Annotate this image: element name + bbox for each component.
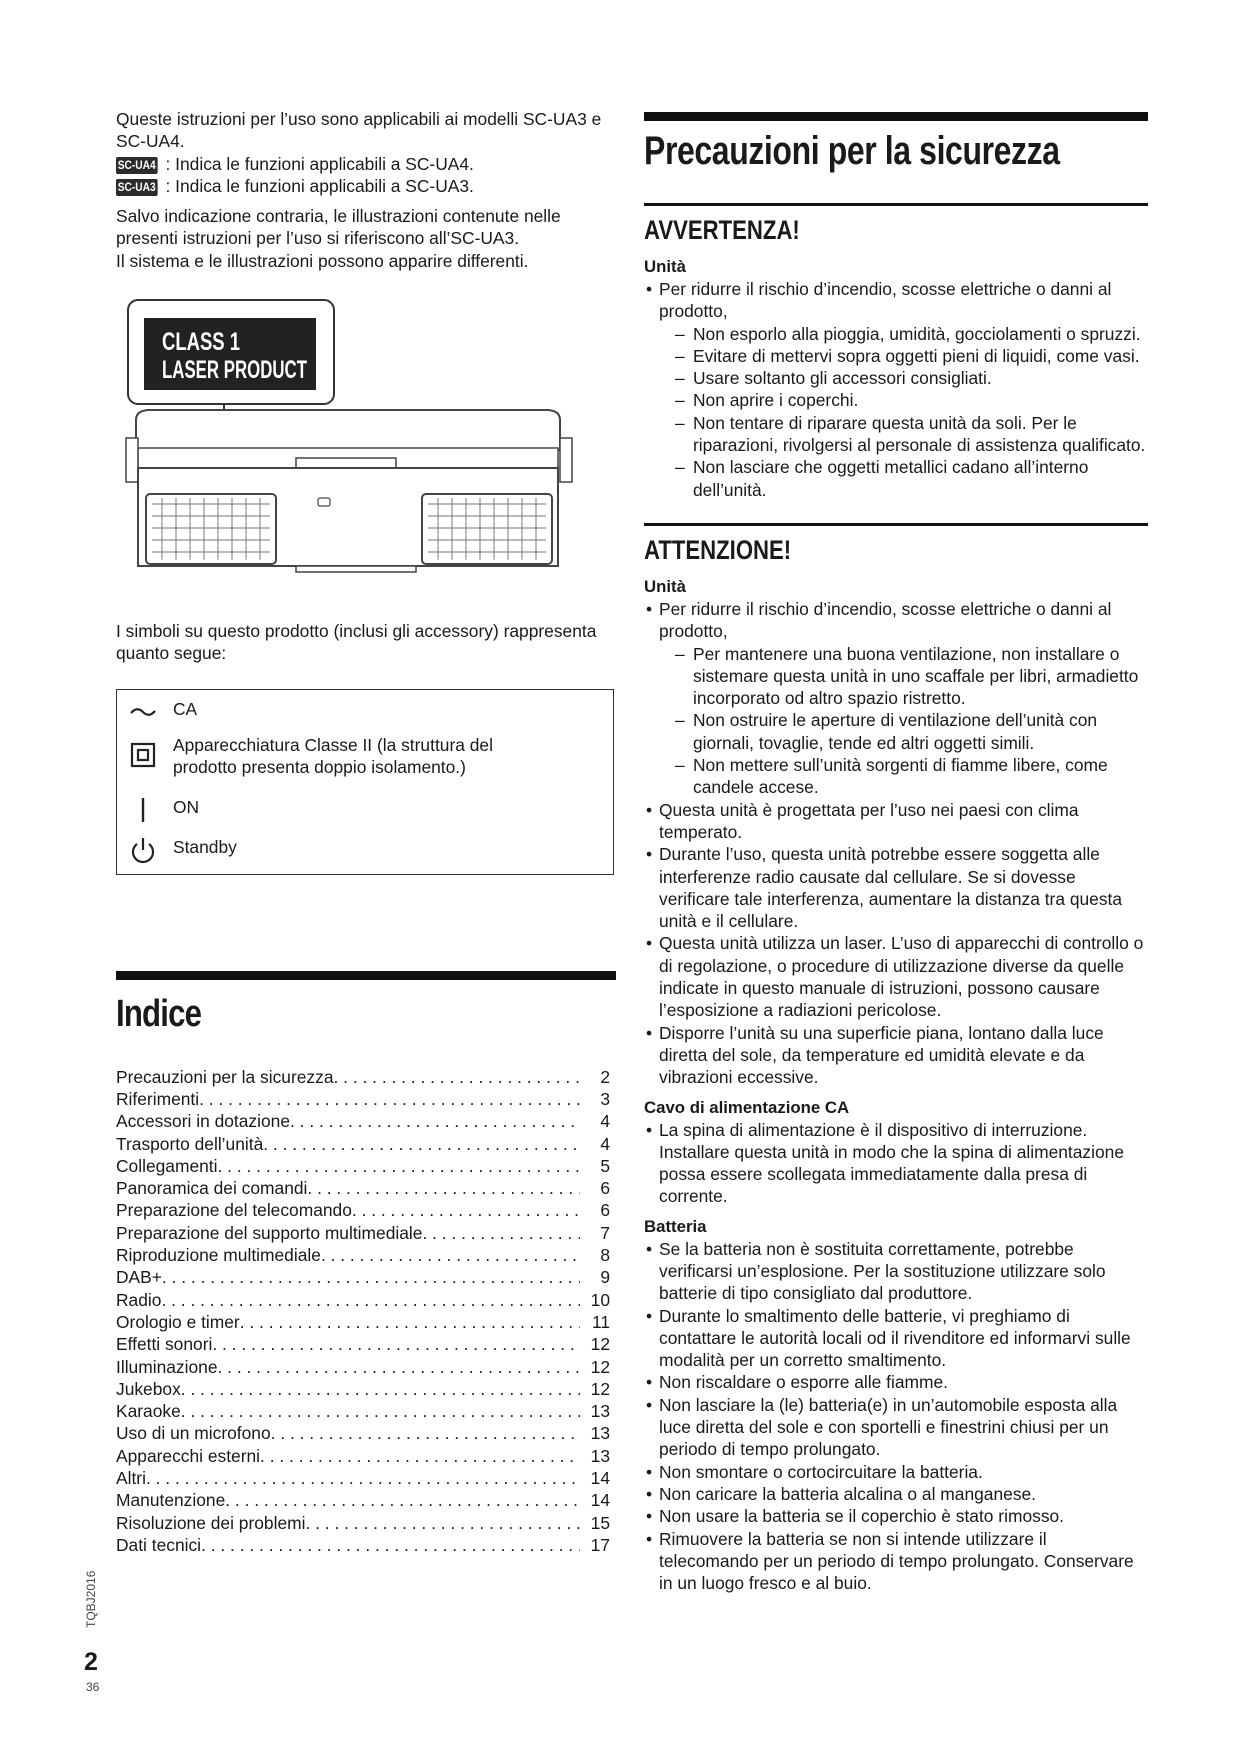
toc-leader-dots	[181, 1400, 580, 1422]
toc-entry	[116, 1489, 616, 1511]
warning-dash-item: – Non aprire i coperchi.	[673, 389, 1148, 411]
device-drawing	[116, 298, 616, 588]
toc-entry	[116, 1534, 616, 1556]
toc-entry-page: 2	[600, 1066, 610, 1087]
toc-leader-dots	[162, 1266, 580, 1288]
toc-entry-title: Panoramica dei comandi	[116, 1178, 308, 1199]
symbols-intro: I simboli su questo prodotto (inclusi gli accessory) rappresenta quanto segue:	[116, 621, 597, 664]
caution-rule	[644, 523, 1148, 526]
toc-leader-dots	[307, 1177, 580, 1199]
ac-wave-icon	[127, 698, 159, 726]
toc-entry	[116, 1244, 616, 1266]
symbol-on-text: ON	[173, 796, 200, 817]
class-ii-icon	[127, 742, 159, 770]
toc-entry-page: 13	[590, 1445, 610, 1466]
toc-entry-title: Effetti sonori	[116, 1334, 213, 1355]
toc-entry	[116, 1110, 616, 1132]
battery-bullet: • Non usare la batteria se il coperchio è stato rimosso.	[644, 1505, 1148, 1527]
toc-entry-title: Trasporto dell’unità	[116, 1133, 264, 1154]
page-number: 2	[84, 1648, 98, 1676]
power-cord-bullet: • La spina di alimentazione è il dispositivo di interruzione. Installare questa unità in modo che la spina di alimentazione possa essere scollegata immediatamente dalla presa di corrente.	[644, 1119, 1148, 1208]
table-of-contents	[116, 1066, 616, 1557]
toc-entry	[116, 1311, 616, 1333]
symbol-standby-text: Standby	[173, 836, 237, 857]
sc-ua4-badge: SC-UA4	[117, 157, 156, 172]
toc-entry	[116, 1088, 616, 1110]
toc-entry	[116, 1266, 616, 1288]
toc-leader-dots	[321, 1244, 580, 1266]
caution-bullet: • Questa unità è progettata per l’uso nei paesi con clima temperato.	[644, 799, 1148, 844]
right-column	[644, 112, 1148, 1594]
model-sc-ua4-line	[116, 153, 616, 175]
standby-icon	[127, 836, 159, 864]
toc-entry-page: 12	[590, 1378, 610, 1399]
warning-dash-list	[659, 323, 1148, 501]
index-title: Indice	[116, 992, 202, 1035]
warning-rule	[644, 203, 1148, 206]
toc-entry-page: 9	[600, 1267, 610, 1288]
sc-ua4-description: : Indica le funzioni applicabili a SC-UA4.	[165, 153, 474, 174]
toc-entry-page: 17	[590, 1534, 610, 1555]
toc-entry-title: Riproduzione multimediale	[116, 1245, 321, 1266]
toc-entry	[116, 1467, 616, 1489]
warning-bullet	[644, 278, 1148, 501]
toc-entry-page: 6	[600, 1200, 610, 1221]
toc-entry	[116, 1400, 616, 1422]
toc-entry-title: Jukebox	[116, 1378, 181, 1399]
toc-entry-page: 5	[600, 1155, 610, 1176]
battery-bullet: • Non lasciare la (le) batteria(e) in un’automobile esposta alla luce diretta del sole e con sportelli e finestrini chiusi per un periodo di tempo prolungato.	[644, 1394, 1148, 1461]
toc-entry-title: Manutenzione	[116, 1490, 226, 1511]
toc-entry-page: 6	[600, 1178, 610, 1199]
battery-list	[644, 1238, 1148, 1595]
toc-entry-title: Altri	[116, 1468, 146, 1489]
warning-dash-item: – Usare soltanto gli accessori consigliati.	[673, 367, 1148, 389]
battery-bullet: • Se la batteria non è sostituita correttamente, potrebbe verificarsi un’esplosione. Per la sostituzione utilizzare solo batterie di tipo consigliato dal produttore.	[644, 1238, 1148, 1305]
warning-dash-item: – Evitare di mettervi sopra oggetti pieni di liquidi, come vasi.	[673, 345, 1148, 367]
caution-bullet: • Disporre l’unità su una superficie piana, lontano dalla luce diretta del sole, da temperature ed umidità elevate e da vibrazioni eccessive.	[644, 1022, 1148, 1089]
toc-entry-title: Preparazione del telecomando	[116, 1200, 352, 1221]
warning-bullet-text: Per ridurre il rischio d’incendio, scosse elettriche o danni al prodotto,	[659, 279, 1112, 322]
on-line-icon	[127, 796, 159, 824]
power-cord-list	[644, 1119, 1148, 1208]
toc-entry	[116, 1422, 616, 1444]
toc-entry-title: Uso di un microfono	[116, 1423, 271, 1444]
warning-dash-item: – Non tentare di riparare questa unità da soli. Per le riparazioni, rivolgersi al personale di assistenza qualificato.	[673, 412, 1148, 457]
toc-entry-page: 12	[590, 1334, 610, 1355]
sc-ua3-description: : Indica le funzioni applicabili a SC-UA3.	[165, 175, 474, 196]
safety-title: Precauzioni per la sicurezza	[644, 129, 1060, 173]
toc-entry-title: Precauzioni per la sicurezza	[116, 1066, 334, 1087]
toc-entry-page: 3	[600, 1088, 610, 1109]
toc-entry-title: Riferimenti	[116, 1088, 200, 1109]
toc-entry-title: Preparazione del supporto multimediale	[116, 1222, 423, 1243]
toc-leader-dots	[201, 1534, 580, 1556]
toc-entry	[116, 1199, 616, 1221]
toc-entry-title: Collegamenti	[116, 1155, 218, 1176]
toc-entry-page: 11	[591, 1311, 610, 1332]
illustration-note-2: Il sistema e le illustrazioni possono apparire differenti.	[116, 250, 529, 271]
battery-bullet: • Durante lo smaltimento delle batterie, vi preghiamo di contattare le autorità locali od il rivenditore ed informarvi sulle modalità per un corretto smaltimento.	[644, 1305, 1148, 1372]
toc-leader-dots	[422, 1222, 580, 1244]
caution-dash-item: – Non ostruire le aperture di ventilazione dell’unità con giornali, tovaglie, tende ed altri oggetti simili.	[673, 709, 1148, 754]
toc-entry-page: 10	[590, 1289, 610, 1310]
page-subnumber: 36	[86, 1680, 100, 1694]
warning-list	[644, 278, 1148, 501]
battery-heading: Batteria	[644, 1216, 707, 1236]
toc-entry-page: 13	[590, 1423, 610, 1444]
index-heading-bar	[116, 971, 616, 980]
warning-unit-heading: Unità	[644, 257, 686, 276]
caution-unit-heading: Unità	[644, 576, 686, 596]
toc-leader-dots	[218, 1155, 581, 1177]
toc-entry	[116, 1222, 616, 1244]
warning-dash-item: – Non esporlo alla pioggia, umidità, gocciolamenti o spruzzi.	[673, 323, 1148, 345]
toc-entry	[116, 1155, 616, 1177]
page-footer	[78, 1540, 114, 1694]
toc-leader-dots	[218, 1356, 581, 1378]
laser-label-illustration	[116, 298, 616, 588]
battery-bullet: • Non riscaldare o esporre alle fiamme.	[644, 1371, 1148, 1393]
toc-leader-dots	[225, 1489, 580, 1511]
document-code: TQBJ2016	[84, 1570, 98, 1628]
toc-entry-page: 4	[600, 1111, 610, 1132]
toc-entry-page: 12	[590, 1356, 610, 1377]
toc-entry-title: Dati tecnici	[116, 1534, 202, 1555]
toc-entry-page: 7	[600, 1222, 610, 1243]
toc-leader-dots	[146, 1467, 580, 1489]
toc-entry-title: Illuminazione	[116, 1356, 218, 1377]
battery-bullet: • Non caricare la batteria alcalina o al manganese.	[644, 1483, 1148, 1505]
battery-bullet: • Non smontare o cortocircuitare la batteria.	[644, 1461, 1148, 1483]
toc-entry-page: 4	[600, 1133, 610, 1154]
toc-leader-dots	[240, 1311, 580, 1333]
toc-entry	[116, 1512, 616, 1534]
toc-entry-page: 13	[590, 1401, 610, 1422]
sc-ua3-badge: SC-UA3	[117, 179, 156, 194]
toc-leader-dots	[352, 1199, 580, 1221]
toc-entry-title: Risoluzione dei problemi	[116, 1512, 306, 1533]
toc-leader-dots	[181, 1378, 580, 1400]
toc-leader-dots	[199, 1088, 580, 1110]
laser-label-line2: LASER PRODUCT	[162, 356, 307, 385]
toc-entry	[116, 1177, 616, 1199]
toc-leader-dots	[290, 1110, 580, 1132]
toc-leader-dots	[271, 1422, 580, 1444]
toc-leader-dots	[212, 1333, 580, 1355]
toc-entry-page: 15	[590, 1512, 610, 1533]
warning-dash-item: – Non lasciare che oggetti metallici cadano all’interno dell’unità.	[673, 456, 1148, 501]
symbol-ac-text: CA	[173, 698, 198, 719]
toc-entry-title: Orologio e timer	[116, 1311, 240, 1332]
caution-dash-list	[659, 643, 1148, 799]
toc-entry-title: Accessori in dotazione	[116, 1111, 290, 1132]
caution-dash-item: – Per mantenere una buona ventilazione, non installare o sistemare questa unità in uno scaffale per libri, armadietto incorporato od altro spazio ristretto.	[673, 643, 1148, 710]
toc-entry	[116, 1445, 616, 1467]
toc-entry-title: Radio	[116, 1289, 162, 1310]
toc-leader-dots	[334, 1066, 581, 1088]
symbol-class-ii-text: Apparecchiatura Classe II (la struttura del prodotto presenta doppio isolamento.)	[173, 734, 493, 777]
model-sc-ua3-line	[116, 175, 616, 197]
toc-leader-dots	[260, 1445, 580, 1467]
caution-bullet: • Durante l’uso, questa unità potrebbe essere soggetta alle interferenze radio causate dal cellulare. Se si dovesse verificare tale interferenza, aumentare la distanza tra questa unità e il cellulare.	[644, 843, 1148, 932]
caution-bullet	[644, 598, 1148, 799]
battery-bullet: • Rimuovere la batteria se non si intende utilizzare il telecomando per un periodo di tempo prolungato. Conservare in un luogo fresco e al buio.	[644, 1528, 1148, 1595]
toc-leader-dots	[305, 1512, 580, 1534]
toc-entry-title: Karaoke	[116, 1401, 181, 1422]
toc-entry	[116, 1378, 616, 1400]
toc-entry	[116, 1133, 616, 1155]
toc-entry	[116, 1356, 616, 1378]
caution-list	[644, 598, 1148, 1089]
toc-entry-title: DAB+	[116, 1267, 162, 1288]
toc-leader-dots	[161, 1289, 580, 1311]
toc-entry-title: Apparecchi esterni	[116, 1445, 261, 1466]
toc-entry-page: 14	[590, 1490, 610, 1511]
toc-entry	[116, 1066, 616, 1088]
illustration-note: Salvo indicazione contraria, le illustrazioni contenute nelle presenti istruzioni per l’uso si riferiscono all’SC-UA3.	[116, 206, 561, 249]
intro-applicability: Queste istruzioni per l’uso sono applicabili ai modelli SC-UA3 e SC-UA4.	[116, 109, 602, 152]
laser-label-line1: CLASS 1	[162, 328, 241, 357]
caution-title: ATTENZIONE!	[644, 534, 792, 565]
caution-bullet-text: Per ridurre il rischio d’incendio, scosse elettriche o danni al prodotto,	[659, 598, 1112, 642]
caution-dash-item: – Non mettere sull’unità sorgenti di fiamme libere, come candele accese.	[673, 754, 1148, 799]
toc-leader-dots	[263, 1133, 580, 1155]
left-column	[116, 108, 616, 1572]
safety-heading-bar	[644, 112, 1148, 121]
power-cord-heading: Cavo di alimentazione CA	[644, 1097, 850, 1117]
symbols-table	[116, 689, 614, 875]
warning-title: AVVERTENZA!	[644, 215, 800, 245]
toc-entry	[116, 1289, 616, 1311]
toc-entry-page: 14	[590, 1468, 610, 1489]
toc-entry-page: 8	[600, 1245, 610, 1266]
caution-bullet: • Questa unità utilizza un laser. L’uso di apparecchi di controllo o di regolazione, o procedure di utilizzazione diverse da quelle indicate in questo manuale di istruzioni, possono causare l’esposizione a radiazioni pericolose.	[644, 932, 1148, 1021]
toc-entry	[116, 1333, 616, 1355]
